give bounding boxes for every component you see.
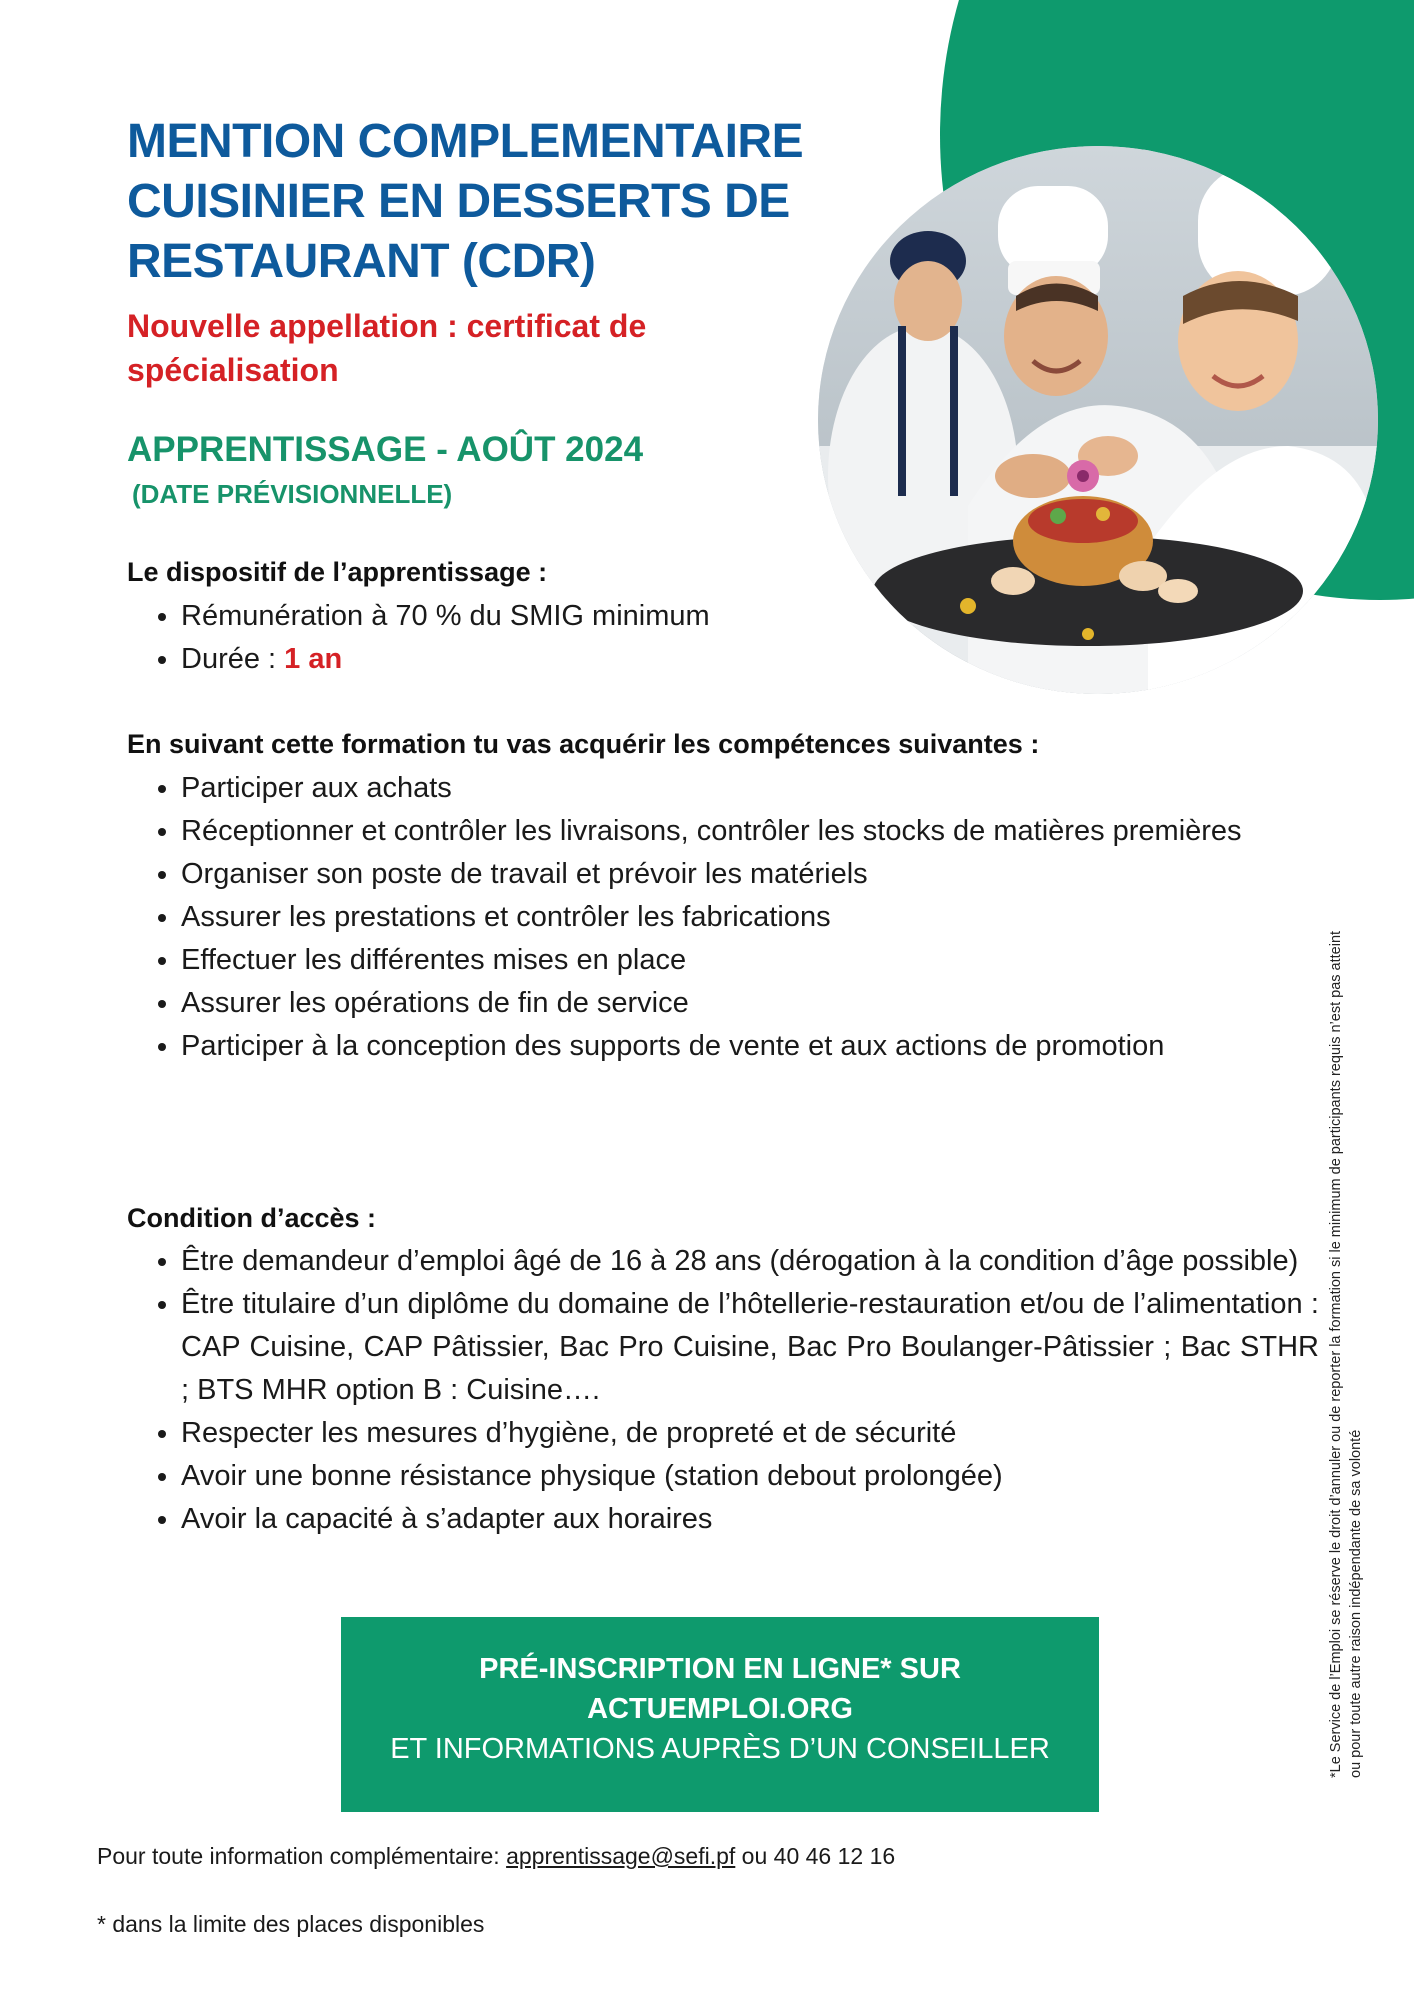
list-item: • Organiser son poste de travail et prévoir les matériels — [181, 853, 1319, 896]
contact-email-link[interactable]: apprentissage@sefi.pf — [506, 1843, 736, 1869]
preinscription-banner[interactable] — [341, 1617, 1099, 1812]
cta-website[interactable]: ACTUEMPLOI.ORG — [587, 1693, 853, 1725]
duree-value: 1 an — [284, 643, 343, 675]
page-title: MENTION COMPLEMENTAIRE CUISINIER EN DESSERTS DE RESTAURANT (CDR) — [127, 115, 804, 288]
list-item: • Assurer les prestations et contrôler les fabrications — [181, 896, 1319, 939]
duree-label: Durée : — [181, 643, 285, 675]
cta-line-1: PRÉ-INSCRIPTION EN LIGNE* SUR — [479, 1653, 961, 1685]
side-disclaimer-line-2: ou pour toute autre raison indépendante de sa volonté — [1348, 1429, 1364, 1778]
list-item: • Avoir une bonne résistance physique (station debout prolongée) — [181, 1455, 1319, 1498]
list-item: • Avoir la capacité à s’adapter aux horaires — [181, 1498, 1319, 1541]
contact-phone: ou 40 46 12 16 — [735, 1843, 896, 1869]
list-item: • Réceptionner et contrôler les livraisons, contrôler les stocks de matières premières — [181, 810, 1319, 853]
list-item: • Rémunération à 70 % du SMIG minimum — [181, 595, 1319, 638]
apprentissage-heading: Le dispositif de l’apprentissage : — [127, 557, 548, 587]
list-item: • Participer à la conception des supports de vente et aux actions de promotion — [181, 1025, 1319, 1068]
list-item: • Être demandeur d’emploi âgé de 16 à 28 ans (dérogation à la condition d’âge possible) — [181, 1240, 1319, 1283]
contact-info — [97, 1840, 895, 1872]
subtitle: Nouvelle appellation : certificat de spécialisation — [127, 308, 647, 388]
competences-list — [150, 767, 1319, 1068]
conditions-list — [150, 1240, 1319, 1541]
program-label: APPRENTISSAGE - AOÛT 2024 — [127, 430, 644, 469]
list-item: • Participer aux achats — [181, 767, 1319, 810]
list-item — [181, 638, 1319, 681]
list-item: • Assurer les opérations de fin de service — [181, 982, 1319, 1025]
footnote: * dans la limite des places disponibles — [97, 1911, 485, 1937]
list-item: • Respecter les mesures d’hygiène, de propreté et de sécurité — [181, 1412, 1319, 1455]
conditions-heading: Condition d’accès : — [127, 1203, 377, 1233]
contact-prefix: Pour toute information complémentaire: — [97, 1843, 507, 1869]
date-note: (DATE PRÉVISIONNELLE) — [132, 479, 453, 509]
competences-heading: En suivant cette formation tu vas acquérir les compétences suivantes : — [127, 729, 1040, 759]
side-disclaimer-line-1: *Le Service de l’Emploi se réserve le droit d’annuler ou de reporter la formation si le minimum de participants requis n’est pas atteint — [1328, 930, 1344, 1778]
cta-line-3: ET INFORMATIONS AUPRÈS D’UN CONSEILLER — [390, 1733, 1050, 1765]
list-item: • Effectuer les différentes mises en place — [181, 939, 1319, 982]
apprentissage-list — [150, 595, 1319, 681]
list-item: • Être titulaire d’un diplôme du domaine de l’hôtellerie-restauration et/ou de l’alimentation : CAP Cuisine, CAP Pâtissier, Bac Pro Cuisine, Bac Pro Boulanger-Pâtissier ; Bac STHR ; BTS MHR option B : Cuisine…. — [181, 1283, 1319, 1412]
side-disclaimer — [1326, 608, 1366, 1778]
